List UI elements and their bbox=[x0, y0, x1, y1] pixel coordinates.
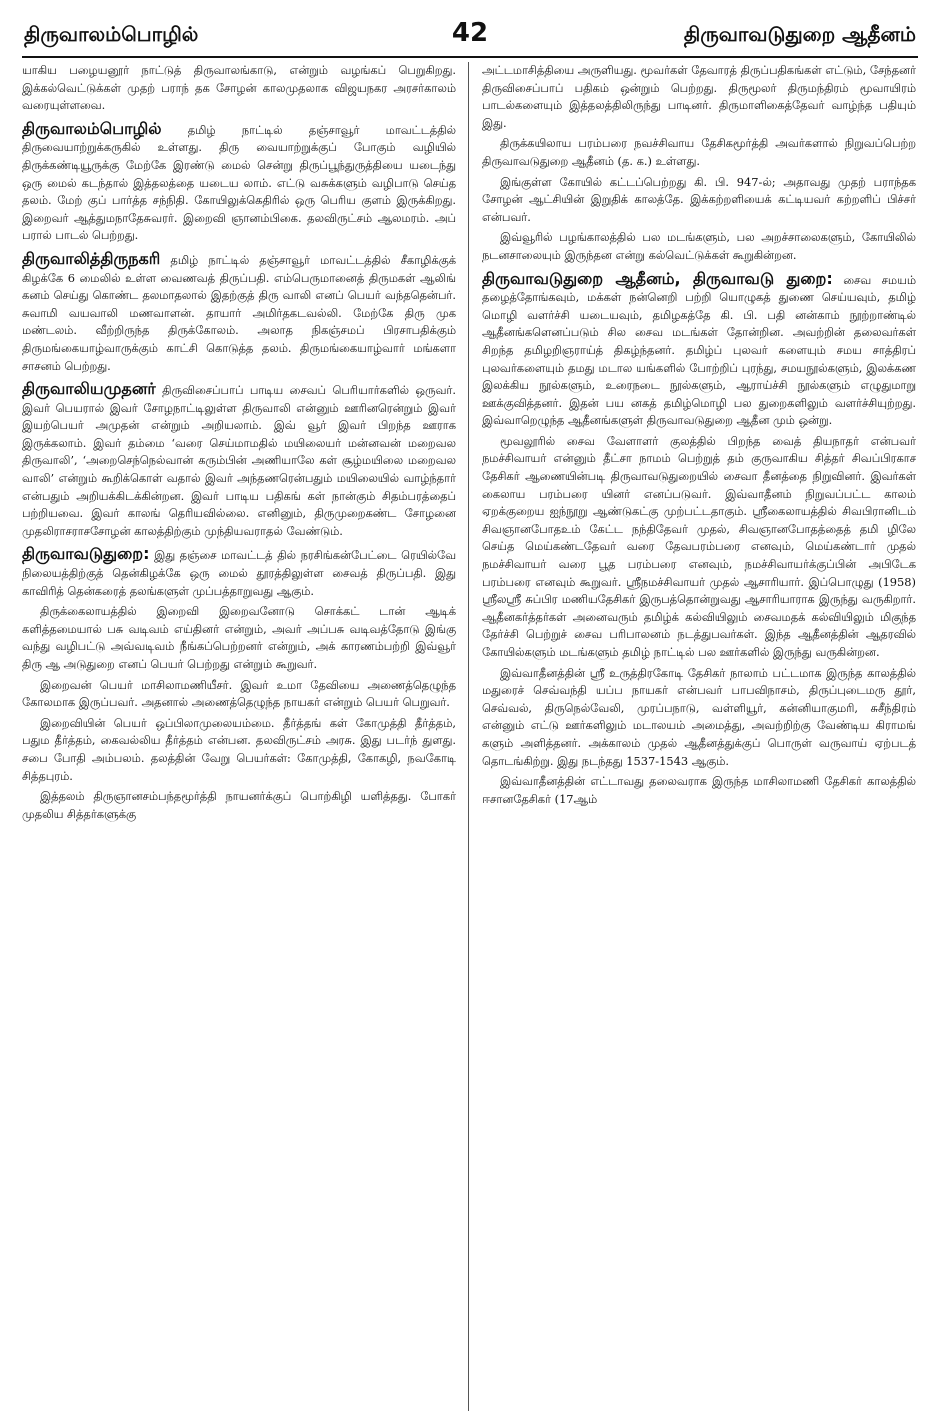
header-right-title: திருவாவடுதுறை ஆதீனம் bbox=[683, 22, 916, 46]
paragraph: இவ்வாதீனத்தின் ஸ்ரீ உருத்திரகோடி தேசிகர் நாலாம் பட்டமாக இருந்த காலத்தில் மதுரைச் செவ்வந்தி யப்ப நாயகர் என்பவர் பாபவிநாசம், திருப்புடைமரு தூர், செவ்வல், திருநெல்வேலி, முரப்பநாடு, வள்ளியூர், கன்னியாகுமரி, சுசீந்திரம் என்னும் எட்டு ஊர்களிலும் மடாலயம் அமைத்து, அவற்றிற்கு வேண்டிய கிராமங் களும் அளித்தனர். அக்காலம் முதல் ஆதீனத்துக்குப் பொருள் வருவாய் ஏற்படத் தொடங்கிற்று. இது நடந்தது 1537-1543 ஆகும். bbox=[482, 665, 916, 768]
entry-thiruvalithirunagari bbox=[22, 249, 456, 375]
entry-text: திருவிசைப்பாப் பாடிய சைவப் பெரியார்களில் ஒருவர். இவர் பெயரால் இவர் சோழநாட்டிலுள்ள திருவாலி என்னும் ஊரினரென்றும் இவர் இயற்பெயர் அமுதன் என்றும் அறியலாம். இவ் வூர் இவர் பிறந்த ஊராக இருக்கலாம். இவர் தம்மை ‘வரை செய்மாமதில் மயிலையர் மன்னவன் மறைவல திருவாலி’, ‘அறைசெந்நெல்வான் கரும்பின் அணியாலே கள் சூழ்மயிலை மறைவல வாலி’ என்றும் கூறிக்கொள் வதால் இவர் அந்தணரென்பதும் மயிலையில் வாழ்ந்தார் என்பதும் அறியக்கிடக்கின்றன. இவர் பாடிய பதிகங் கள் நான்கும் சிதம்பரத்தைப் பற்றியவை. இவர் காலங் தெரியவில்லை. எனினும், திருமுறைகண்ட சோழனை முதலிராசராசசோழன் காலத்திற்கும் முந்தியவராதல் வேண்டும். bbox=[22, 383, 456, 538]
entry-headword: திருவாலியமுதனர் bbox=[22, 379, 156, 399]
entry-text: சைவ சமயம் தழைத்தோங்கவும், மக்கள் நன்னெறி பற்றி யொழுகத் துணை செய்யவும், தமிழ் மொழி வளர்ச்சி யடையவும், தமிழகத்தே கி. பி. பதி னன்காம் நூற்றாண்டில் ஆதீனங்களெனப்படும் சில சைவ மடங்கள் தோன்றின. அவற்றின் தலைவர்கள் சிறந்த தமிழறிஞராய்த் திகழ்ந்தனர். தமிழ்ப் புலவர் களையும் சமய சாத்திரப் புலவர்களையும் தமது மடால யங்களில் போற்றிப் புரந்து, சமயநூல்களும், இலக்கண இலக்கிய நூல்களும், உரைநடை நூல்களும், ஆராய்ச்சி நூல்களும் எழுதுமாறு ஊக்குவித்தனர். இதன் பய னகத் தமிழ்மொழி பல துறைகளிலும் வளர்ச்சியுற்றது. இவ்வாறெழுந்த ஆதீனங்களுள் திருவாவடுதுறை ஆதீன மும் ஒன்று. bbox=[482, 272, 916, 428]
entry-headword: திருவாலித்திருநகரி bbox=[22, 248, 161, 268]
running-header bbox=[22, 16, 918, 58]
entry-text: தமிழ் நாட்டில் தஞ்சாவூர் மாவட்டத்தில் திருவையாற்றுக்கருகில் உள்ளது. திரு வையாற்றுக்குப் போகும் வழியில் திருக்கண்டியூருக்கு மேற்கே இரண்டு மைல் சென்று திருப்பூந்துருத்தியை யடைந்து ஒரு மைல் கடந்தால் இத்தலத்தை யடைய லாம். எட்டு வசுக்களும் வழிபாடு செய்த தலம். மேற் குப் பார்த்த சந்நிதி. கோயிலுக்கெதிரில் ஒரு பெரிய குளம் இருக்கிறது. இறைவர் ஆத்துமநாதேசுவரர். இறைவி ஞானம்பிகை. தலவிருட்சம் ஆலமரம். அப் பரால் பாடல் பெற்றது. bbox=[22, 122, 456, 243]
entry-thiruvavaduthurai-aadheenam bbox=[482, 269, 916, 430]
page bbox=[22, 16, 918, 1411]
header-left-title: திருவாலம்பொழில் bbox=[24, 22, 199, 46]
paragraph: இவ்வாதீனத்தின் எட்டாவது தலைவராக இருந்த மாசிலாமணி தேசிகர் காலத்தில் ஈசானதேசிகர் (17ஆம் bbox=[482, 774, 916, 806]
paragraph: இறைவன் பெயர் மாசிலாமணியீசர். இவர் உமா தேவியை அணைத்தெழுந்த கோலமாக இருப்பவர். அதனால் அணைத்தெழுந்த நாயகர் என்றும் பெயர் பெறுவர். bbox=[22, 677, 456, 710]
text-columns bbox=[22, 62, 918, 1411]
page-number: 42 bbox=[451, 18, 489, 48]
paragraph: திருக்கைலாயத்தில் இறைவி இறைவனோடு சொக்கட் டான் ஆடிக் களித்தமையால் பசு வடிவம் எய்தினர் என்றும், அவர் அப்பசு வடிவத்தோடு இங்கு வந்து வழிபட்டு அவ்வடிவம் நீங்கப்பெற்றனர் என்றும், அக் காரணம்பற்றி இவ்வூர் திரு ஆ அடுதுறை எனப் பெயர் பெற்றது என்றும் கூறுவர். bbox=[22, 604, 456, 671]
paragraph: இங்குள்ள கோயில் கட்டப்பெற்றது கி. பி. 947-ல்; அதாவது முதற் பராந்தக சோழன் ஆட்சியின் இறுதிக் காலத்தே. இக்கற்றளியைக் கட்டியவர் கற்றளிப் பிச்சர் என்பவர். bbox=[482, 174, 916, 224]
entry-headword: திருவாலம்பொழில் bbox=[22, 118, 162, 138]
entry-headword: திருவாவடுதுறை: bbox=[22, 544, 150, 564]
paragraph: இவ்வூரில் பழங்காலத்தில் பல மடங்களும், பல அறச்சாலைகளும், கோயிலில் நடனசாலையும் இருந்தன என்று கல்வெட்டுக்கள் கூறுகின்றன. bbox=[482, 230, 916, 262]
paragraph: யாகிய பழையனூர் நாட்டுத் திருவாலங்காடு, என்றும் வழங்கப் பெறுகிறது. இக்கல்வெட்டுக்கள் முதற் பராந் தக சோழன் காலமுதலாக விஜயநகர அரசர்காலம் வரையுள்ளவை. bbox=[22, 63, 456, 113]
entry-headword: திருவாவடுதுறை ஆதீனம், திருவாவடு துறை: bbox=[482, 268, 833, 288]
left-column bbox=[22, 62, 456, 1411]
paragraph: இத்தலம் திருஞானசம்பந்தமூர்த்தி நாயனர்க்குப் பொற்கிழி யளித்தது. போகர் முதலிய சித்தர்களுக்கு bbox=[22, 789, 456, 821]
paragraph: திருக்கயிலாய பரம்பரை நவச்சிவாய தேசிகமூர்த்தி அவர்களால் நிறுவப்பெற்ற திருவாவடுதுறை ஆதீனம் (த. க.) உள்ளது. bbox=[482, 136, 916, 168]
entry-text: தமிழ் நாட்டில் தஞ்சாவூர் மாவட்டத்தில் சீகாழிக்குக் கிழக்கே 6 மைலில் உள்ள வைணவத் திருப்பதி. எம்பெருமானைத் திருமகள் ஆலிங் கனம் செய்து கொண்ட தலமாதலால் இதற்குத் திரு வாலி எனப் பெயர் வந்ததென்பர். சுவாமி வயவாலி மணவாளன். தாயார் அமிர்தகடவல்லி. மேற்கே திரு முக மண்டலம். வீற்றிருந்த திருக்கோலம். அலாத நிகஞ்சமப் பிரசாபதிக்கும் திருமங்கையாழ்வாருக்கும் காட்சி கொடுத்த தலம். திருமங்கையாழ்வார் மங்களா சாசனம் பெற்றது. bbox=[22, 252, 456, 373]
right-column bbox=[482, 62, 916, 1411]
entry-thiruvalampozhil bbox=[22, 119, 456, 245]
paragraph: அட்டமாசித்தியை அருளியது. மூவர்கள் தேவாரத் திருப்பதிகங்கள் எட்டும், சேந்தனர் திருவிசைப்பாப் பதிகம் ஒன்றும் பெற்றது. திருமூலர் திருமந்திரம் மூவாயிரம் பாடல்களையும் இத்தலத்திலிருந்து பாடினர். திருமாளிகைத்தேவர் வாழ்ந்த பதியும் இது. bbox=[482, 63, 916, 130]
entry-text: இது தஞ்சை மாவட்டத் தில் நரசிங்கன்பேட்டை ரெயில்வே நிலையத்திற்குத் தென்கிழக்கே ஒரு மைல் தூரத்திலுள்ள சைவத் திருப்பதி. இது காவிரித் தென்கரைத் தலங்களுள் முப்பத்தாறுவது ஆகும். bbox=[22, 548, 456, 598]
entry-thiruvavaduthurai bbox=[22, 544, 456, 600]
paragraph: இறைவியின் பெயர் ஒப்பிலாமுலையம்மை. தீர்த்தங் கள் கோமுத்தி தீர்த்தம், பதும தீர்த்தம், கைவல்லிய தீர்த்தம் என்பன. தலவிருட்சம் அரசு. இது படர்ந் துளது. சபை போதி அம்பலம். தலத்தின் வேறு பெயர்கள்: கோமுத்தி, கோகழி, நவகோடி சித்தபுரம். bbox=[22, 715, 456, 783]
entry-thiruvaliyamuthanar bbox=[22, 379, 456, 540]
paragraph: மூவலூரில் சைவ வேளாளர் குலத்தில் பிறந்த வைத் தியநாதர் என்பவர் நமச்சிவாயர் என்னும் தீட்சா நாமம் பெற்றுத் தம் குருவாகிய சித்தர் சிவப்பிரகாச தேசிகர் ஆணையின்படி திருவாவடுதுறையில் சைவா தீனத்தை நிறுவினர். இவர்கள் கைலாய பரம்பரை யினர் எனப்படுவர். இவ்வாதீனம் நிறுவப்பட்ட காலம் ஏறக்குறைய ஐந்நூறு ஆண்டுகட்கு முற்பட்டதாகும். ஸ்ரீகைலாயத்தில் சிவபிரானிடம் சிவஞானபோதஉம் கேட்ட நந்திதேவர் முதல், சிவஞானபோதத்தைத் தமி ழிலே செய்த மெய்கண்டதேவர் வரை தேவபரம்பரை எனவும், மெய்கண்டார் முதல் நமச்சிவாயர் வரை பூத பரம்பரை எனவும், நமச்சிவாயர்க்குப்பின் அபிடேக பரம்பரை எனவும் கூறுவர். ஸ்ரீநமச்சிவாயர் முதல் ஆசாரியார். இப்பொழுது (1958) ஸ்ரீலஸ்ரீ சுப்பிர மணியதேசிகர் இருபத்தொன்றுவது ஆசாரியாராக இருந்து வருகிறார். ஆதீனகர்த்தர்கள் அனைவரும் தமிழ்க் கல்வியிலும் சைவமதக் கல்வியிலும் மிகுந்த தேர்ச்சி பெற்றுச் சைவ பரிபாலனம் நடத்துபவர்கள். இந்த ஆதீனத்தின் ஆதரவில் கோயில்களும் மடங்களும் தமிழ் நாட்டில் பல ஊர்களில் இருந்து வருகின்றன. bbox=[482, 433, 916, 659]
